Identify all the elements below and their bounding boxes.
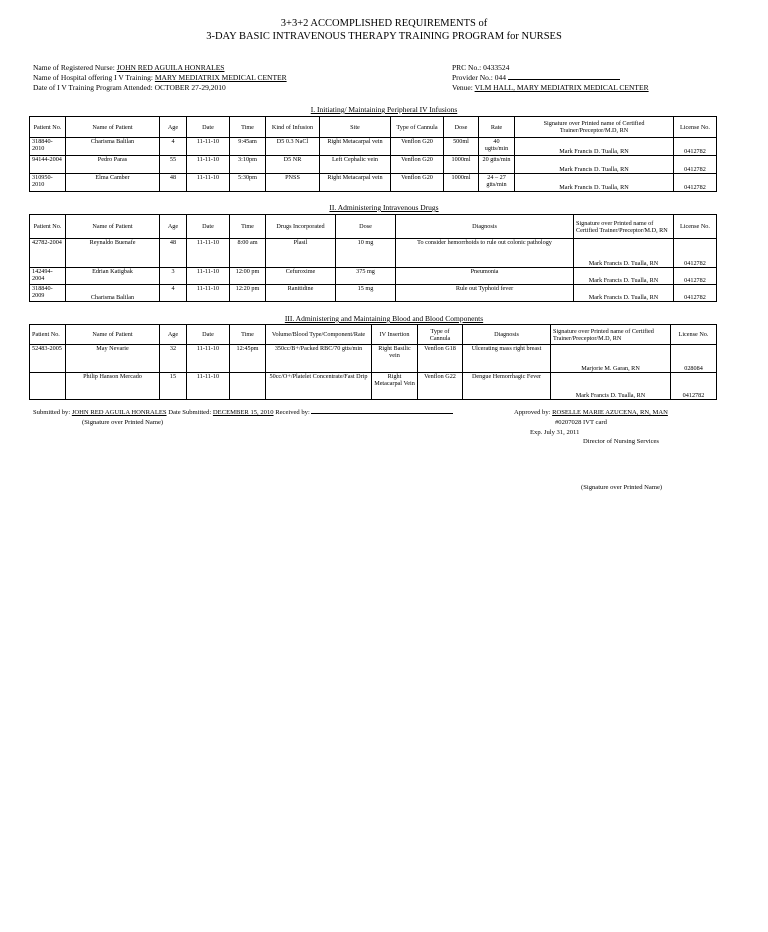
col-header: Name of Patient <box>66 117 160 138</box>
cell: Reynaldo Buenafe <box>66 239 160 268</box>
approved-label: Approved by: <box>514 409 551 416</box>
cell: Venflon G20 <box>391 174 444 192</box>
cell: 0412782 <box>671 373 717 400</box>
prc-field <box>452 63 509 72</box>
cell: 15 mg <box>336 285 396 302</box>
training-date-field <box>33 83 226 92</box>
cell: D5 0.3 NaCl <box>266 138 320 156</box>
venue-field <box>452 83 649 92</box>
cell: 310950-2010 <box>30 174 66 192</box>
cell: Edrian Katigbak <box>66 268 160 285</box>
cell: 0412782 <box>674 239 717 268</box>
section1-title: I. Initiating/ Maintaining Peripheral IV Infusions <box>310 105 458 114</box>
cell: Charisma Balilan <box>66 285 160 302</box>
cell: Elma Camber <box>66 174 160 192</box>
cell: 142494-2004 <box>30 268 66 285</box>
col-header: Type of Cannula <box>418 325 463 345</box>
cell: 12:00 pm <box>230 268 266 285</box>
table-row <box>30 373 717 400</box>
cell: Cefuroxime <box>266 268 336 285</box>
signature-note-left: (Signature over Printed Name) <box>82 419 164 426</box>
cell: Right Metacarpal vein <box>320 138 391 156</box>
col-header: Date <box>187 325 230 345</box>
training-date-value: OCTOBER 27-29,2010 <box>154 83 226 92</box>
cell: Rule out Typhoid fever <box>396 285 574 302</box>
table-row <box>30 138 717 156</box>
cell: 1000ml <box>444 156 479 174</box>
cell: 0412782 <box>674 285 717 302</box>
cell: 12:20 pm <box>230 285 266 302</box>
cell: Charisma Balilan <box>66 138 160 156</box>
col-header: Kind of Infusion <box>266 117 320 138</box>
cell: Plasil <box>266 239 336 268</box>
col-header: Name of Patient <box>66 325 160 345</box>
director-title: Director of Nursing Services <box>583 438 659 445</box>
cell: 0412782 <box>674 138 717 156</box>
col-header: Signature over Printed name of Certified Trainer/Preceptor/M.D, RN <box>551 325 671 345</box>
cell: 11-11-10 <box>187 285 230 302</box>
section2-title: II. Administering Intravenous Drugs <box>329 203 439 212</box>
section1-header-row <box>30 117 717 138</box>
cell: Mark Francis D. Tualla, RN <box>515 156 674 174</box>
col-header: Age <box>160 117 187 138</box>
col-header: Patient No. <box>30 325 66 345</box>
cell: 318840-2009 <box>30 285 66 302</box>
section3-title: III. Administering and Maintaining Blood and Blood Components <box>284 314 484 323</box>
col-header: License No. <box>671 325 717 345</box>
cell: 1000ml <box>444 174 479 192</box>
hospital-field <box>33 73 287 82</box>
cell: Mark Francis D. Tualla, RN <box>515 138 674 156</box>
section3-header-row <box>30 325 717 345</box>
table-row <box>30 174 717 192</box>
table-row <box>30 156 717 174</box>
cell: 52483-2005 <box>30 345 66 373</box>
cell: Venflon G20 <box>391 156 444 174</box>
cell <box>30 373 66 400</box>
cell: Marjorie M. Garan, RN <box>551 345 671 373</box>
submission-line <box>33 409 453 416</box>
col-header: Rate <box>479 117 515 138</box>
provider-value: 044 <box>494 73 506 82</box>
col-header: Drugs Incorporated <box>266 215 336 239</box>
section2-table <box>29 214 717 302</box>
table-row <box>30 345 717 373</box>
cell: PNSS <box>266 174 320 192</box>
cell: 9:45am <box>230 138 266 156</box>
cell: 4 <box>160 138 187 156</box>
cell: Left Cephalic vein <box>320 156 391 174</box>
col-header: License No. <box>674 117 717 138</box>
ivt-card-number: #0207028 IVT card <box>555 419 607 426</box>
cell <box>230 373 266 400</box>
cell: 375 mg <box>336 268 396 285</box>
cell: Pneumonia <box>396 268 574 285</box>
nurse-name-value: JOHN RED AGUILA HONRALES <box>116 63 225 72</box>
cell: Mark Francis D. Tualla, RN <box>574 239 674 268</box>
cell: 3 <box>160 268 187 285</box>
col-header: Volume/Blood Type/Component/Rate <box>266 325 372 345</box>
training-date-label: Date of I V Training Program Attended: <box>33 83 153 92</box>
cell: 3:10pm <box>230 156 266 174</box>
signature-note-right: (Signature over Printed Name) <box>581 484 663 491</box>
cell: Venflon G20 <box>391 138 444 156</box>
col-header: Site <box>320 117 391 138</box>
document-title-line1: 3+3+2 ACCOMPLISHED REQUIREMENTS of <box>280 18 488 29</box>
cell: Pedro Paras <box>66 156 160 174</box>
submitted-label: Submitted by: <box>33 409 71 416</box>
cell: 11-11-10 <box>187 268 230 285</box>
prc-value: 0433524 <box>483 63 510 72</box>
col-header: Dose <box>444 117 479 138</box>
col-header: Dose <box>336 215 396 239</box>
hospital-value: MARY MEDIATRIX MEDICAL CENTER <box>154 73 287 82</box>
provider-field <box>452 73 620 82</box>
provider-label: Provider No.: <box>452 73 493 82</box>
cell: 0412782 <box>674 268 717 285</box>
cell: 11-11-10 <box>187 174 230 192</box>
col-header: License No. <box>674 215 717 239</box>
document-title-line2: 3-DAY BASIC INTRAVENOUS THERAPY TRAINING PROGRAM for NURSES <box>206 31 562 42</box>
cell: 11-11-10 <box>187 239 230 268</box>
cell: Ranitidine <box>266 285 336 302</box>
table-row <box>30 268 717 285</box>
cell: Right Basilic vein <box>372 345 418 373</box>
date-submitted-value: DECEMBER 15, 2010 <box>212 409 274 416</box>
received-label: Received by: <box>275 409 310 416</box>
prc-label: PRC No.: <box>452 63 482 72</box>
cell: 40 ugtts/min <box>479 138 515 156</box>
col-header: Name of Patient <box>66 215 160 239</box>
cell: 11-11-10 <box>187 373 230 400</box>
col-header: Date <box>187 117 230 138</box>
col-header: IV Insertion <box>372 325 418 345</box>
cell: 20 gtts/min <box>479 156 515 174</box>
provider-underline <box>508 79 620 80</box>
cell: 500ml <box>444 138 479 156</box>
col-header: Diagnosis <box>396 215 574 239</box>
col-header: Diagnosis <box>463 325 551 345</box>
approval-line <box>514 409 668 416</box>
nurse-name-field <box>33 63 224 72</box>
cell: 0412782 <box>674 174 717 192</box>
col-header: Age <box>160 325 187 345</box>
cell: 32 <box>160 345 187 373</box>
cell: 48 <box>160 239 187 268</box>
cell: 318840-2010 <box>30 138 66 156</box>
col-header: Signature over Printed name of Certified Trainer/Preceptor/M.D, RN <box>574 215 674 239</box>
cell: 12:45pm <box>230 345 266 373</box>
table-row <box>30 285 717 302</box>
cell: 50cc/O+/Platelet Concentrate/Fast Drip <box>266 373 372 400</box>
cell: 11-11-10 <box>187 138 230 156</box>
cell: 028084 <box>671 345 717 373</box>
cell: 94144-2004 <box>30 156 66 174</box>
nurse-name-label: Name of Registered Nurse: <box>33 63 115 72</box>
col-header: Patient No. <box>30 215 66 239</box>
col-header: Patient No. <box>30 117 66 138</box>
cell: Mark Francis D. Tualla, RN <box>515 174 674 192</box>
section2-header-row <box>30 215 717 239</box>
cell: D5 NR <box>266 156 320 174</box>
cell: 42782-2004 <box>30 239 66 268</box>
cell: Philip Hanson Mercado <box>66 373 160 400</box>
cell: Right Metacarpal Vein <box>372 373 418 400</box>
cell: 4 <box>160 285 187 302</box>
cell: 350cc/B+/Packed RBC/70 gtts/min <box>266 345 372 373</box>
cell: Mark Francis D. Tualla, RN <box>574 285 674 302</box>
cell: 15 <box>160 373 187 400</box>
received-line <box>311 413 453 414</box>
cell: Venflon G22 <box>418 373 463 400</box>
cell: 11-11-10 <box>187 345 230 373</box>
col-header: Signature over Printed name of Certified Trainer/Preceptor/M.D, RN <box>515 117 674 138</box>
cell: Venflon G18 <box>418 345 463 373</box>
cell: 8:00 am <box>230 239 266 268</box>
col-header: Time <box>230 215 266 239</box>
card-expiry: Exp. July 31, 2011 <box>530 429 580 436</box>
cell: Mark Francis D. Tualla, RN <box>551 373 671 400</box>
cell: 0412782 <box>674 156 717 174</box>
col-header: Time <box>230 325 266 345</box>
col-header: Time <box>230 117 266 138</box>
cell: To consider hemorrhoids to rule out colonic pathology <box>396 239 574 268</box>
cell: 10 mg <box>336 239 396 268</box>
hospital-label: Name of Hospital offering I V Training: <box>33 73 153 82</box>
venue-label: Venue: <box>452 83 473 92</box>
submitted-value: JOHN RED AGUILA HONRALES <box>71 409 167 416</box>
cell: Ulcerating mass right breast <box>463 345 551 373</box>
approved-value: ROSELLE MARIE AZUCENA, RN, MAN <box>552 409 668 416</box>
table-row <box>30 239 717 268</box>
cell: 11-11-10 <box>187 156 230 174</box>
cell: 55 <box>160 156 187 174</box>
cell: 5:30pm <box>230 174 266 192</box>
date-submitted-label: Date Submitted: <box>168 409 212 416</box>
col-header: Type of Cannula <box>391 117 444 138</box>
venue-value: VLM HALL, MARY MEDIATRIX MEDICAL CENTER <box>474 83 649 92</box>
col-header: Date <box>187 215 230 239</box>
col-header: Age <box>160 215 187 239</box>
section3-table <box>29 324 717 400</box>
cell: Mark Francis D. Tualla, RN <box>574 268 674 285</box>
cell: May Nevarie <box>66 345 160 373</box>
section1-table <box>29 116 717 192</box>
cell: Right Metacarpal vein <box>320 174 391 192</box>
cell: 24 – 27 gtts/min <box>479 174 515 192</box>
cell: 48 <box>160 174 187 192</box>
cell: Dengue Hemorrhagic Fever <box>463 373 551 400</box>
